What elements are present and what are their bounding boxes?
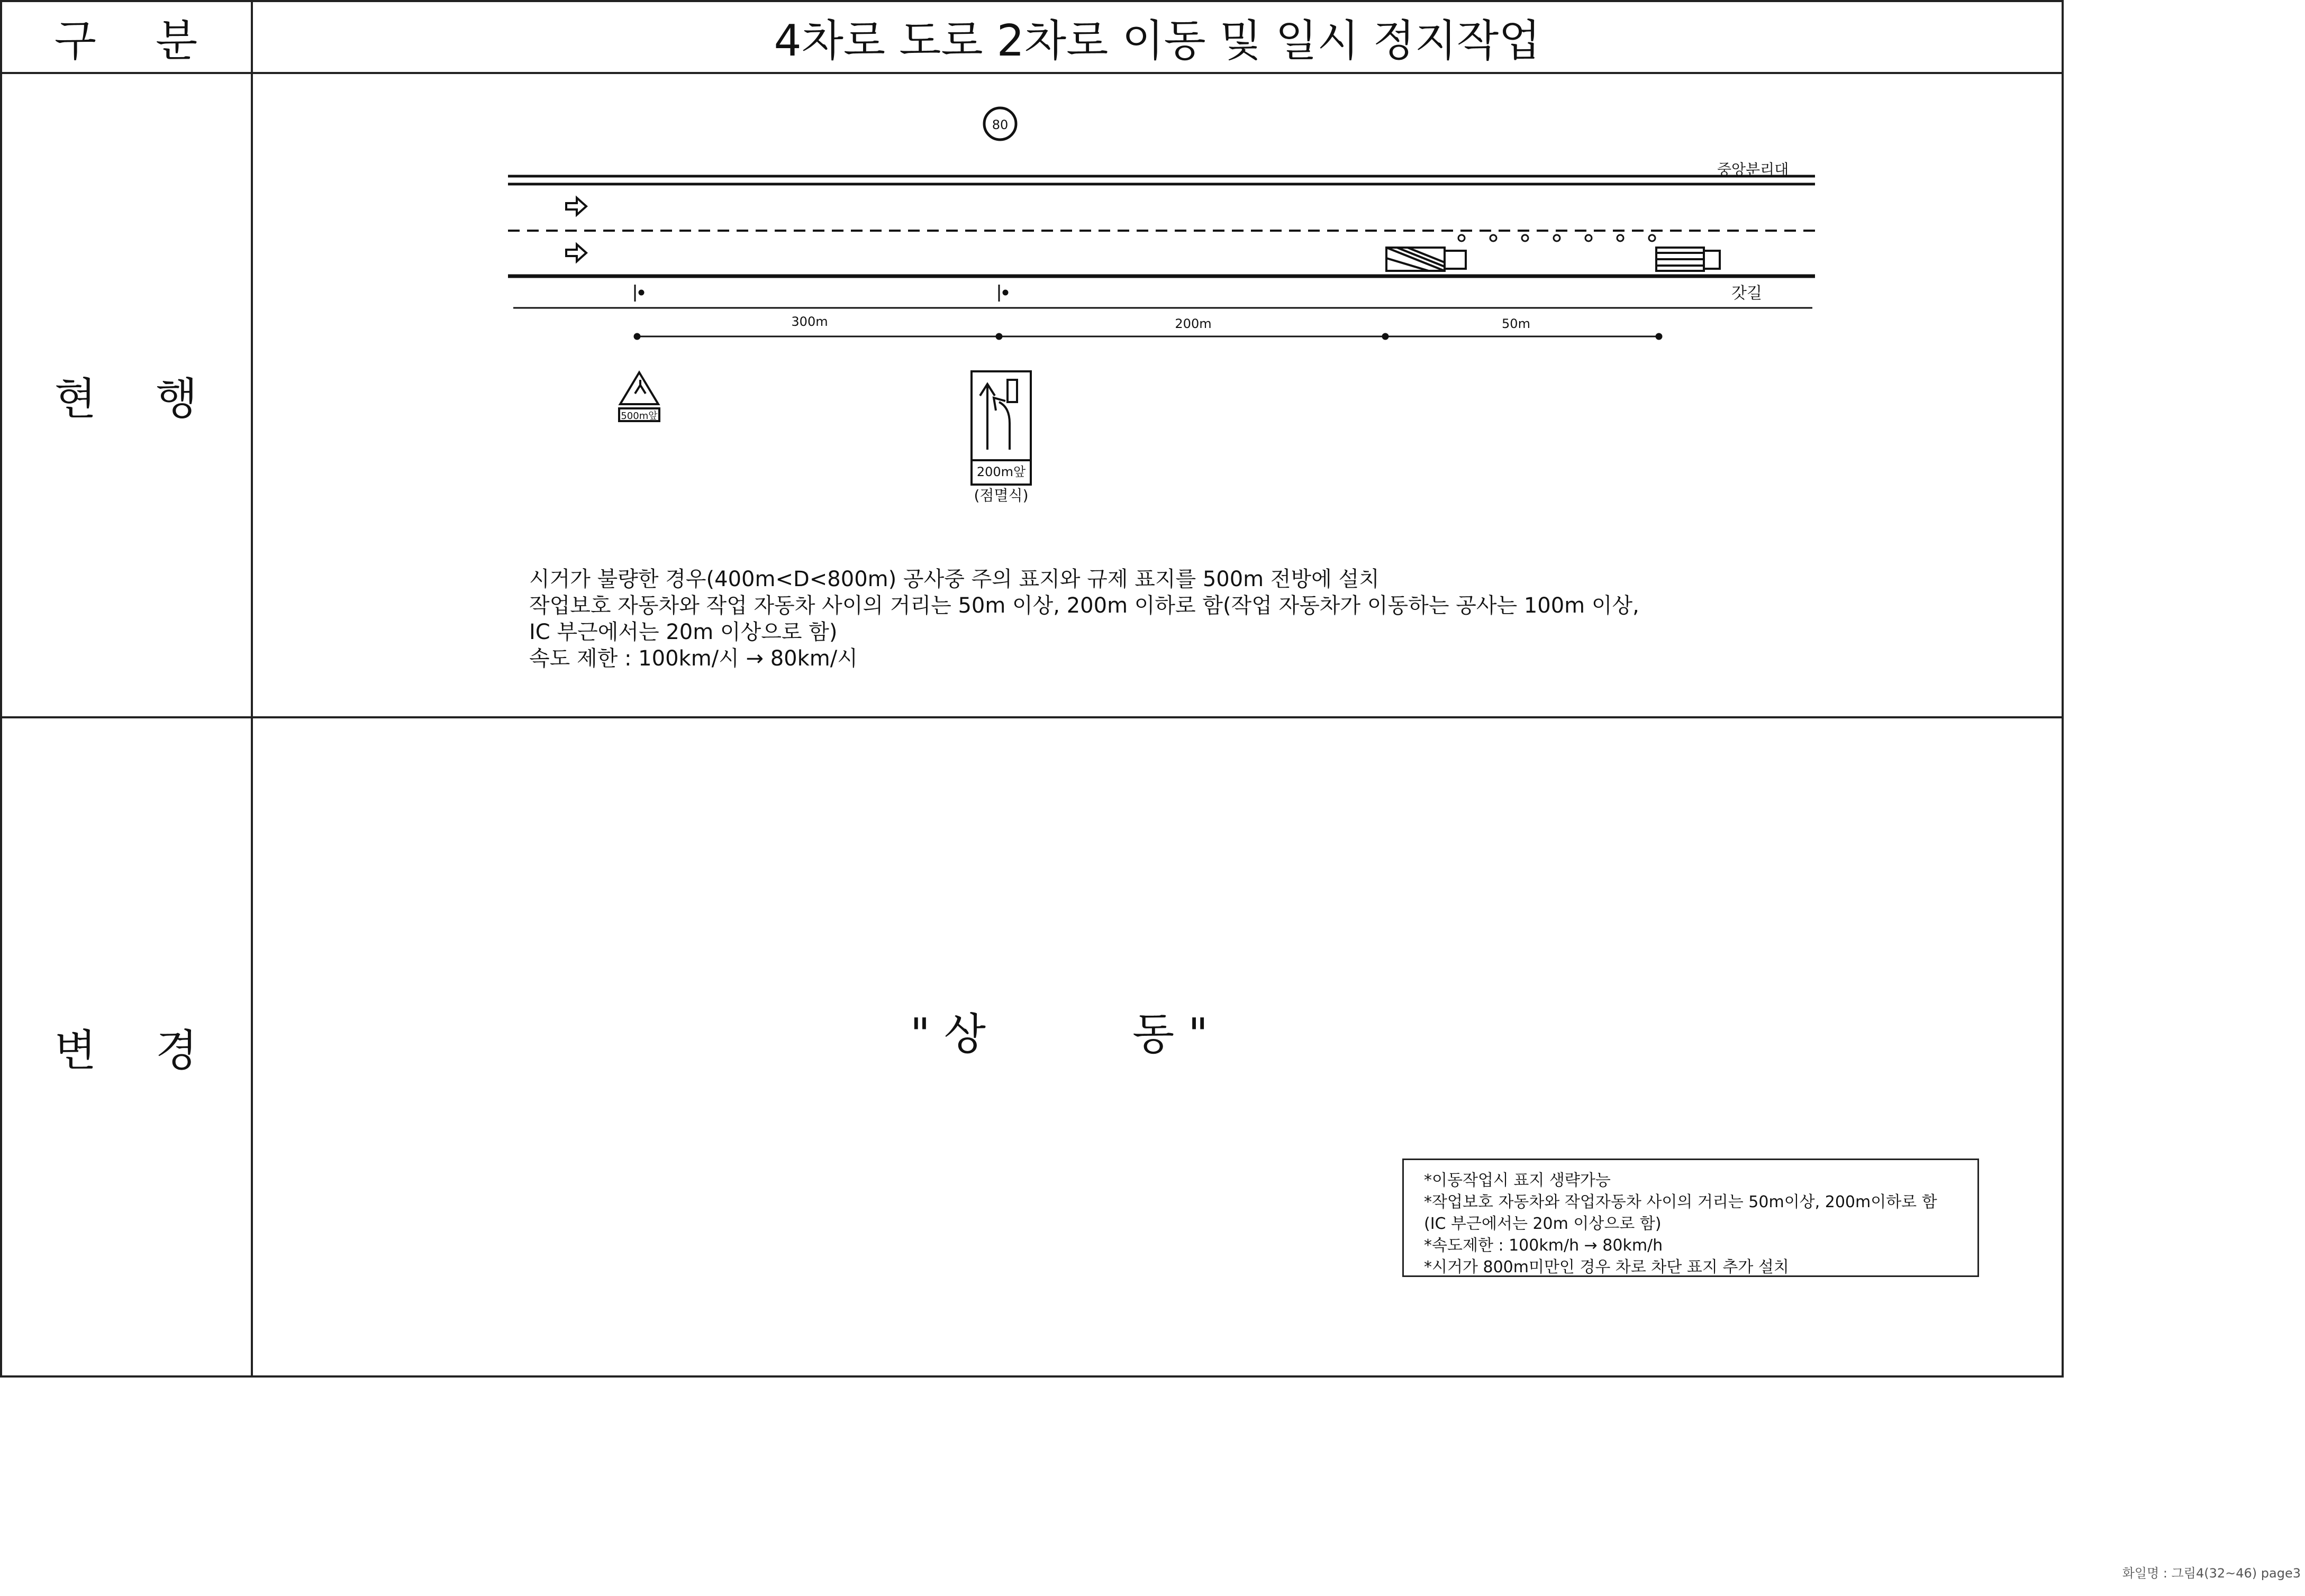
changed-label-2: 경: [156, 1025, 199, 1076]
header-label-1: 구: [54, 15, 97, 66]
current-label-1: 현: [54, 373, 97, 424]
remark-line: *속도제한 : 100km/h → 80km/h: [1424, 1236, 1663, 1255]
remark-line: *시거가 800m미만인 경우 차로 차단 표지 추가 설치: [1424, 1258, 1789, 1276]
distance-1-label: 300m: [791, 314, 828, 329]
distance-2-label: 200m: [1175, 316, 1212, 331]
same-as-above-text: [910, 1000, 1208, 1062]
header-label-2: 분: [156, 15, 199, 66]
remark-line: *작업보호 자동차와 작업자동차 사이의 거리는 50m이상, 200m이하로 함: [1424, 1193, 1937, 1211]
same-right: 동 ": [1132, 1009, 1208, 1060]
shoulder-label: 갓길: [1731, 284, 1762, 303]
header-label-cell: [1, 1, 252, 73]
note-line: IC 부근에서는 20m 이상으로 함): [529, 620, 838, 644]
speed-limit-value: 80: [992, 117, 1009, 132]
current-label-cell: [1, 73, 252, 717]
remark-line: (IC 부근에서는 20m 이상으로 함): [1424, 1215, 1662, 1233]
median-label: 중앙분리대: [1717, 161, 1789, 178]
note-line: 시거가 불량한 경우(400m<D<800m) 공사중 주의 표지와 규제 표지를 500m 전방에 설치: [529, 567, 1380, 591]
changed-label-cell: [1, 717, 252, 1376]
changed-label-1: 변: [54, 1025, 97, 1076]
caution-sign-distance: 500m앞: [621, 411, 658, 422]
lane-sign-caption: (점멸식): [974, 487, 1029, 504]
current-label-2: 행: [156, 373, 199, 424]
remark-line: *이동작업시 표지 생략가능: [1424, 1171, 1611, 1190]
distance-3-label: 50m: [1502, 316, 1530, 331]
remarks-box: [1402, 1159, 1979, 1277]
note-line: 속도 제한 : 100km/시 → 80km/시: [529, 646, 858, 671]
page-title: 4차로 도로 2차로 이동 및 일시 정지작업: [252, 1, 2063, 73]
file-name-footer: 화일명 : 그림4(32~46) page3: [2122, 1566, 2301, 1581]
header-row: [1, 1, 2063, 73]
lane-sign-distance: 200m앞: [976, 464, 1026, 479]
same-left: " 상: [910, 1009, 986, 1060]
note-line: 작업보호 자동차와 작업 자동차 사이의 거리는 50m 이상, 200m 이하로 함(작업 자동차가 이동하는 공사는 100m 이상,: [529, 594, 1639, 618]
current-notes: [529, 566, 1639, 672]
